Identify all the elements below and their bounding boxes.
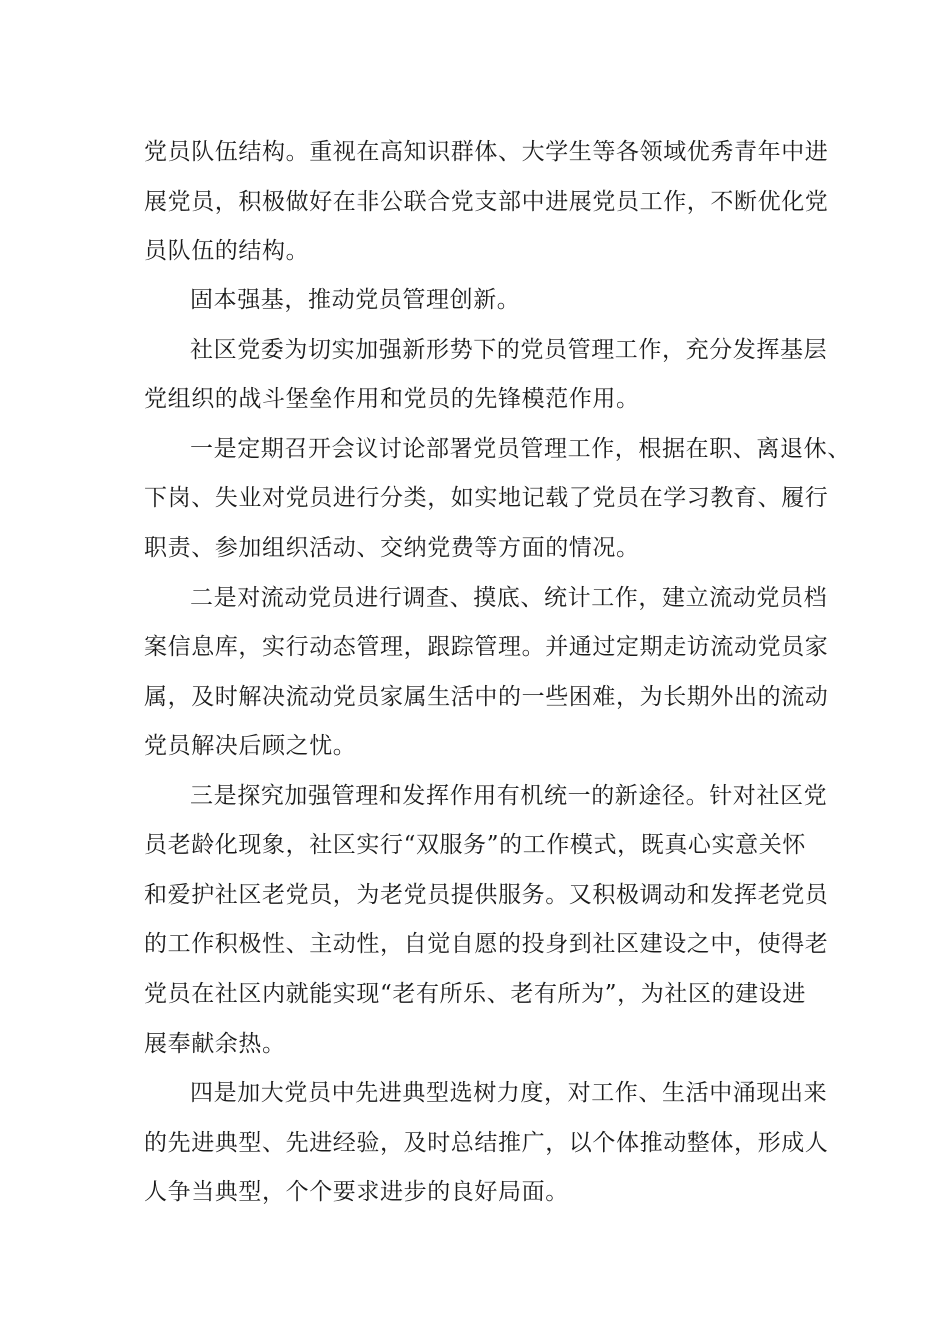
paragraph-line: 的工作积极性、主动性，自觉自愿的投身到社区建设之中，使得老 bbox=[144, 931, 829, 957]
paragraph-line: 党员队伍结构。重视在高知识群体、大学生等各领域优秀青年中进 bbox=[144, 139, 829, 165]
paragraph-line: 案信息库，实行动态管理，跟踪管理。并通过定期走访流动党员家 bbox=[144, 634, 829, 660]
paragraph-line: 和爱护社区老党员，为老党员提供服务。又积极调动和发挥老党员 bbox=[144, 882, 829, 908]
paragraph-line: 党员解决后顾之忧。 bbox=[144, 733, 357, 759]
paragraph-line: 职责、参加组织活动、交纳党费等方面的情况。 bbox=[144, 535, 640, 561]
section-heading: 固本强基，推动党员管理创新。 bbox=[190, 287, 521, 313]
paragraph-line: 社区党委为切实加强新形势下的党员管理工作，充分发挥基层 bbox=[190, 337, 828, 363]
paragraph-line: 员老龄化现象，社区实行“双服务”的工作模式，既真心实意关怀 bbox=[144, 832, 806, 858]
paragraph-line: 员队伍的结构。 bbox=[144, 238, 310, 264]
paragraph-line: 四是加大党员中先进典型选树力度，对工作、生活中涌现出来 bbox=[190, 1080, 828, 1106]
paragraph-line: 的先进典型、先进经验，及时总结推广，以个体推动整体，形成人 bbox=[144, 1130, 829, 1156]
paragraph-line: 下岗、失业对党员进行分类，如实地记载了党员在学习教育、履行 bbox=[144, 485, 829, 511]
paragraph-line: 人争当典型，个个要求进步的良好局面。 bbox=[144, 1179, 569, 1205]
paragraph-line: 一是定期召开会议讨论部署党员管理工作，根据在职、离退休、 bbox=[190, 436, 851, 462]
paragraph-line: 党员在社区内就能实现“老有所乐、老有所为”，为社区的建设进 bbox=[144, 981, 806, 1007]
paragraph-line: 三是探究加强管理和发挥作用有机统一的新途径。针对社区党 bbox=[190, 783, 828, 809]
paragraph-line: 二是对流动党员进行调查、摸底、统计工作，建立流动党员档 bbox=[190, 585, 828, 611]
paragraph-line: 展党员，积极做好在非公联合党支部中进展党员工作，不断优化党 bbox=[144, 189, 829, 215]
paragraph-line: 党组织的战斗堡垒作用和党员的先锋模范作用。 bbox=[144, 386, 640, 412]
paragraph-line: 属，及时解决流动党员家属生活中的一些困难，为长期外出的流动 bbox=[144, 684, 829, 710]
paragraph-line: 展奉献余热。 bbox=[144, 1031, 286, 1057]
